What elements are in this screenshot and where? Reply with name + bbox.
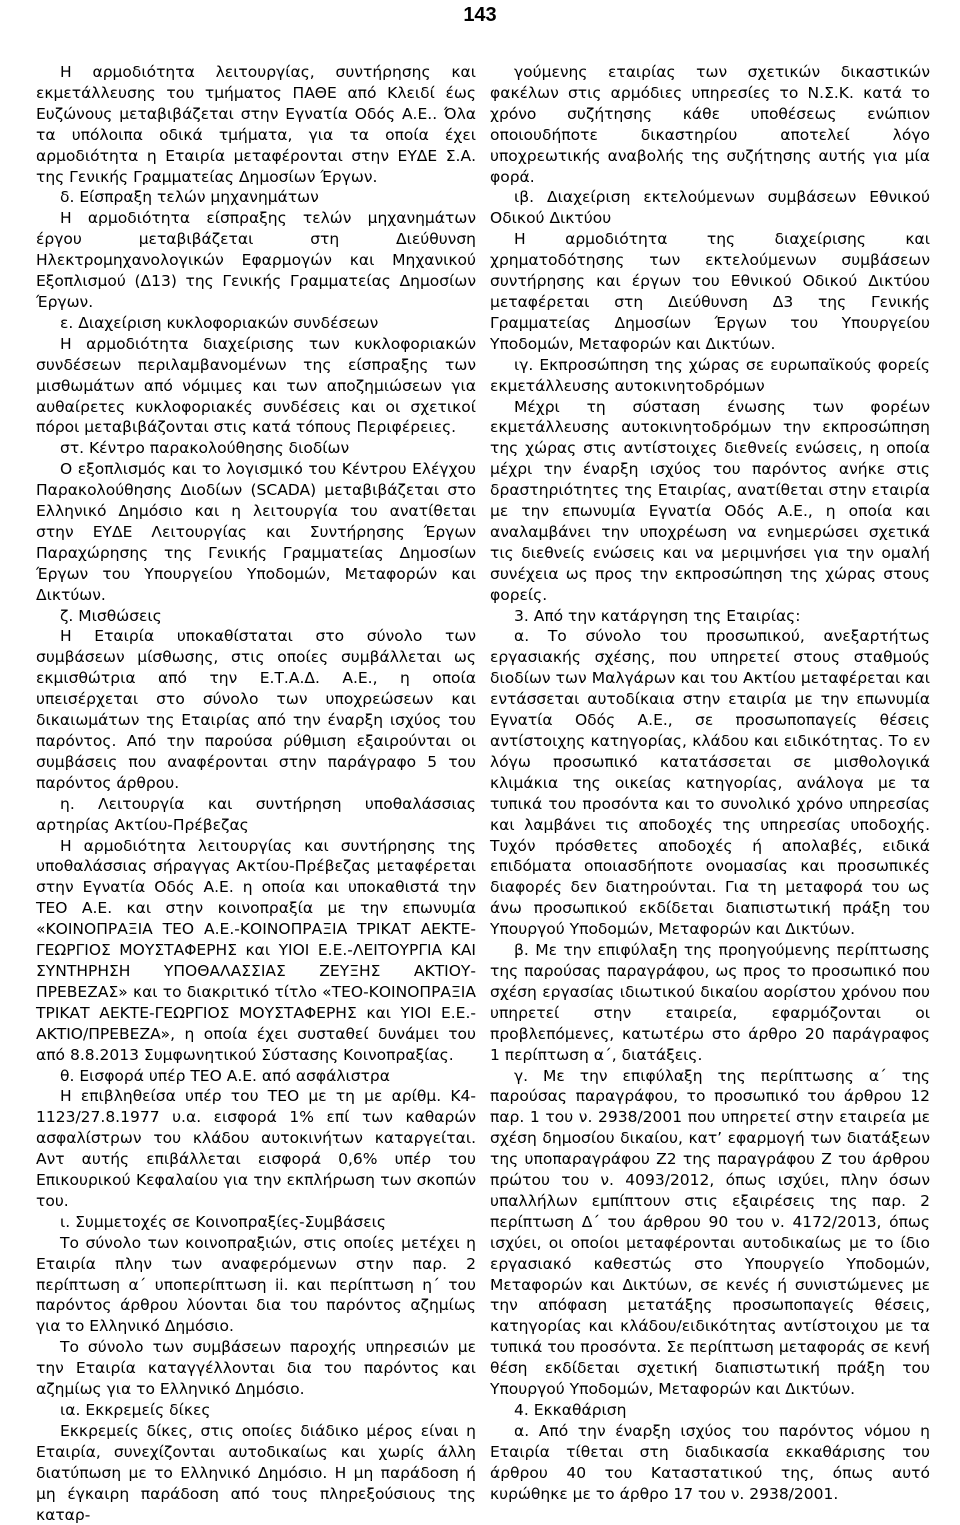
section-heading: 3. Από την κατάργηση της Εταιρίας: (514, 606, 801, 625)
paragraph: Μέχρι τη σύσταση ένωσης των φορέων εκμετάλλευσης αυτοκινητοδρόμων την εκπροσώπηση της χώρας στις αντίστοιχες διεθνείς ενώσεις, η οποία μέχρι την έναρξη ισχύος του παρόντος ανήκε στις δραστηριότητες της Εταιρίας, ανατίθεται στην εταιρία με την επωνυμία Εγνατία Οδός Α.Ε., η οποία και αναλαμβάνει την υποχρέωση να ενημερώσει σχετικά τις διεθνείς ενώσεις και να μεριμνήσει για την ομαλή συνέχεια ως προς την εκπροσώπηση της χώρας στους φορείς. (490, 397, 930, 604)
page-number: 143 (463, 4, 497, 26)
section-heading: ζ. Μισθώσεις (60, 606, 162, 625)
section-heading: ιβ. Διαχείριση εκτελούμενων συμβάσεων Εθνικού Οδικού Δικτύου (490, 188, 930, 228)
paragraph: Το σύνολο των συμβάσεων παροχής υπηρεσιών με την Εταιρία καταγγέλλονται δια του παρόντος και αζημίως για το Ελληνικό Δημόσιο. (36, 1338, 476, 1399)
left-column (36, 62, 476, 1525)
section-heading: δ. Είσπραξη τελών μηχανημάτων (60, 188, 319, 207)
section-heading: ιγ. Εκπροσώπηση της χώρας σε ευρωπαϊκούς φορείς εκμετάλλευσης αυτοκινητοδρόμων (490, 355, 930, 395)
section-heading: θ. Εισφορά υπέρ ΤΕΟ Α.Ε. από ασφάλιστρα (60, 1066, 390, 1085)
right-column (490, 62, 930, 1505)
paragraph: γούμενης εταιρίας των σχετικών δικαστικών φακέλων στις αρμόδιες υπηρεσίες το Ν.Σ.Κ. κατά το χρόνο συζήτησης κάθε υποθέσεως ενώπιον οποιουδήποτε δικαστηρίου αποτελεί λόγο υποχρεωτικής αναβολής της συζήτησης αυτής για μία φορά. (490, 63, 930, 186)
paragraph: Η Εταιρία υποκαθίσταται στο σύνολο των συμβάσεων μίσθωσης, στις οποίες συμβάλλεται ως εκμισθώτρια από την Ε.Τ.Α.Δ. Α.Ε., η οποία υπεισέρχεται στο σύνολο των υποχρεώσεων και δικαιωμάτων της Εταιρίας από την έναρξη ισχύος του παρόντος. Από την παρούσα ρύθμιση εξαιρούνται οι συμβάσεις που αναφέρονται στην παράγραφο 5 του παρόντος άρθρου. (36, 627, 476, 792)
paragraph: Η αρμοδιότητα της διαχείρισης και χρηματοδότησης των εκτελούμενων συμβάσεων συντήρησης και έργων του Εθνικού Οδικού Δικτύου μεταφέρεται στη Διεύθυνση Δ3 της Γενικής Γραμματείας Δημοσίων Έργων του Υπουργείου Υποδομών, Μεταφορών και Δικτύων. (490, 230, 930, 353)
paragraph: β. Με την επιφύλαξη της προηγούμενης περίπτωσης της παρούσας παραγράφου, ως προς το προσωπικό που σχέση εργασίας ιδιωτικού δικαίου αορίστου χρόνου που υπηρετεί στην εταιρεία, εφαρμόζονται οι προβλεπόμενες, κατωτέρω στο άρθρο 20 παράγραφος 1 περίπτωση α΄, διατάξεις. (490, 941, 930, 1064)
paragraph: α. Από την έναρξη ισχύος του παρόντος νόμου η Εταιρία τίθεται στη διαδικασία εκκαθάρισης του άρθρου 40 του Καταστατικού της, όπως αυτό κυρώθηκε με το άρθρο 17 του ν. 2938/2001. (490, 1421, 930, 1503)
paragraph: Η αρμοδιότητα λειτουργίας, συντήρησης και εκμετάλλευσης του τμήματος ΠΑΘΕ από Κλειδί έως Ευζώνους μεταβιβάζεται στην Εγνατία Οδός Α.Ε.. Όλα τα υπόλοιπα οδικά τμήματα, για τα οποία έχει αρμοδιότητα η Εταιρία μεταφέρονται στην ΕΥΔΕ Σ.Α. της Γενικής Γραμματείας Δημοσίων Έργων. (36, 63, 476, 186)
section-heading: ια. Εκκρεμείς δίκες (60, 1401, 211, 1419)
section-heading: στ. Κέντρο παρακολούθησης διοδίων (60, 439, 350, 458)
paragraph: Η επιβληθείσα υπέρ του ΤΕΟ με τη με αρίθμ. Κ4-1123/27.8.1977 υ.α. εισφορά 1% επί των καθαρών ασφαλίστρων του κλάδου αυτοκινήτων καταργείται. Αντ αυτής επιβάλλεται εισφορά 0,6% υπέρ του Επικουρικού Κεφαλαίου για την εκπλήρωση των σκοπών του. (36, 1087, 476, 1210)
paragraph: Το σύνολο των κοινοπραξιών, στις οποίες μετέχει η Εταιρία πλην των αναφερόμενων στην παρ. 2 περίπτωση α΄ υποπερίπτωση ii. και περίπτωση η΄ του παρόντος άρθρου λύονται δια του παρόντος αζημίως για το Ελληνικό Δημόσιο. (36, 1233, 476, 1336)
section-heading: ε. Διαχείριση κυκλοφοριακών συνδέσεων (60, 313, 379, 332)
paragraph: Η αρμοδιότητα διαχείρισης των κυκλοφοριακών συνδέσεων περιλαμβανομένων της είσπραξης των μισθωμάτων από νόμιμες και των αποζημιώσεων για αυθαίρετες κυκλοφοριακές συνδέσεις και οι σχετικοί πόροι μεταβιβάζονται στις κατά τόπους Περιφέρειες. (36, 334, 476, 437)
paragraph: Ο εξοπλισμός και το λογισμικό του Κέντρου Ελέγχου Παρακολούθησης Διοδίων (SCADA) μεταβιβάζεται στο Ελληνικό Δημόσιο και η λειτουργία του ανατίθεται στην ΕΥΔΕ Λειτουργίας και Συντήρησης Έργων Παραχώρησης της Γενικής Γραμματείας Δημοσίων Έργων του Υπουργείου Υποδομών, Μεταφορών και Δικτύων. (36, 460, 476, 604)
paragraph: Εκκρεμείς δίκες, στις οποίες διάδικο μέρος είναι η Εταιρία, συνεχίζονται αυτοδικαίως και χωρίς άλλη διατύπωση με το Ελληνικό Δημόσιο. Η μη παράδοση ή μη έγκαιρη παράδοση από τους πληρεξούσιους της καταρ- (36, 1421, 476, 1524)
paragraph: γ. Με την επιφύλαξη της περίπτωσης α΄ της παρούσας παραγράφου, το προσωπικό του άρθρου 12 παρ. 1 του ν. 2938/2001 που υπηρετεί στην εταιρεία με σχέση δημοσίου δικαίου, κατ’ εφαρμογή των διατάξεων της υποπαραγράφου Ζ2 της παραγράφου Ζ του άρθρου πρώτου του ν. 4093/2012, όπως ισχύει, πλην όσων υπαλλήλων εμπίπτουν στις εξαιρέσεις της παρ. 2 περίπτωση Δ΄ του άρθρου 90 του ν. 4172/2013, όπως ισχύει, οι οποίοι μεταφέρονται αυτοδικαίως με το ίδιο εργασιακό καθεστώς στο Υπουργείο Υποδομών, Μεταφορών και Δικτύων, σε κενές ή συνιστώμενες με την απόφαση μετατάξης προσωποπαγείς θέσεις, κατηγορίας και κλάδου/ειδικότητας αντίστοιχου με τα τυπικά του προσόντα. Σε περίπτωση μεταφοράς σε κενή θέση εκδίδεται σχετική διαπιστωτική πράξη του Υπουργού Υποδομών, Μεταφορών και Δικτύων. (490, 1066, 930, 1399)
paragraph: Η αρμοδιότητα λειτουργίας και συντήρησης της υποθαλάσσιας σήραγγας Ακτίου-Πρέβεζας μεταφέρεται στην Εγνατία Οδός Α.Ε. η οποία και υποκαθιστά την ΤΕΟ Α.Ε. και στην κοινοπραξία με την επωνυμία «ΚΟΙΝΟΠΡΑΞΙΑ ΤΕΟ Α.Ε.-ΚΟΙΝΟΠΡΑΞΙΑ ΤΡΙΚΑΤ ΑΕΚΤΕ-ΓΕΩΡΓΙΟΣ ΜΟΥΣΤΑΦΕΡΗΣ και ΥΙΟΙ Ε.Ε.-ΛΕΙΤΟΥΡΓΙΑ ΚΑΙ ΣΥΝΤΗΡΗΣΗ ΥΠΟΘΑΛΑΣΣΙΑΣ ΖΕΥΞΗΣ ΑΚΤΙΟΥ-ΠΡΕΒΕΖΑΣ» και το διακριτικό τίτλο «ΤΕΟ-ΚΟΙΝΟΠΡΑΞΙΑ ΤΡΙΚΑΤ ΑΕΚΤΕ-ΓΕΩΡΓΙΟΣ ΜΟΥΣΤΑΦΕΡΗΣ και ΥΙΟΙ Ε.Ε.-ΑΚΤΙΟ/ΠΡΕΒΕΖΑ», η οποία έχει συσταθεί δυνάμει του από 8.8.2013 Συμφωνητικού Σύστασης Κοινοπραξίας. (36, 836, 476, 1064)
section-heading: 4. Εκκαθάριση (514, 1401, 627, 1419)
paragraph: α. Το σύνολο του προσωπικού, ανεξαρτήτως εργασιακής σχέσης, που υπηρετεί στους σταθμούς διοδίων των Μαλγάρων και του Ακτίου μεταφέρεται και εντάσσεται αυτοδίκαια στην εταιρία με την επωνυμία Εγνατία Οδός Α.Ε., σε προσωποπαγείς θέσεις αντίστοιχης κατηγορίας, κλάδου και ειδικότητας. Το εν λόγω προσωπικό κατατάσσεται σε μισθολογικά κλιμάκια της οικείας κατηγορίας, ανάλογα με τα τυπικά του προσόντα και το συνολικό χρόνο υπηρεσίας και λαμβάνει τις αποδοχές της υπηρεσίας υποδοχής. Τυχόν πρόσθετες αποδοχές ή απολαβές, ειδικά επιδόματα οποιασδήποτε ονομασίας και προσωπικές διαφορές δεν διατηρούνται. Για τη μεταφορά του ως άνω προσωπικού εκδίδεται διαπιστωτική πράξη του Υπουργού Υποδομών, Μεταφορών και Δικτύων. (490, 627, 930, 939)
paragraph: Η αρμοδιότητα είσπραξης τελών μηχανημάτων έργου μεταβιβάζεται στη Διεύθυνση Ηλεκτρομηχανολογικών Εφαρμογών και Μηχανικού Εξοπλισμού (Δ13) της Γενικής Γραμματείας Δημοσίων Έργων. (36, 209, 476, 311)
section-heading: η. Λειτουργία και συντήρηση υποθαλάσσιας αρτηρίας Ακτίου-Πρέβεζας (36, 794, 476, 834)
section-heading: ι. Συμμετοχές σε Κοινοπραξίες-Συμβάσεις (60, 1212, 386, 1231)
